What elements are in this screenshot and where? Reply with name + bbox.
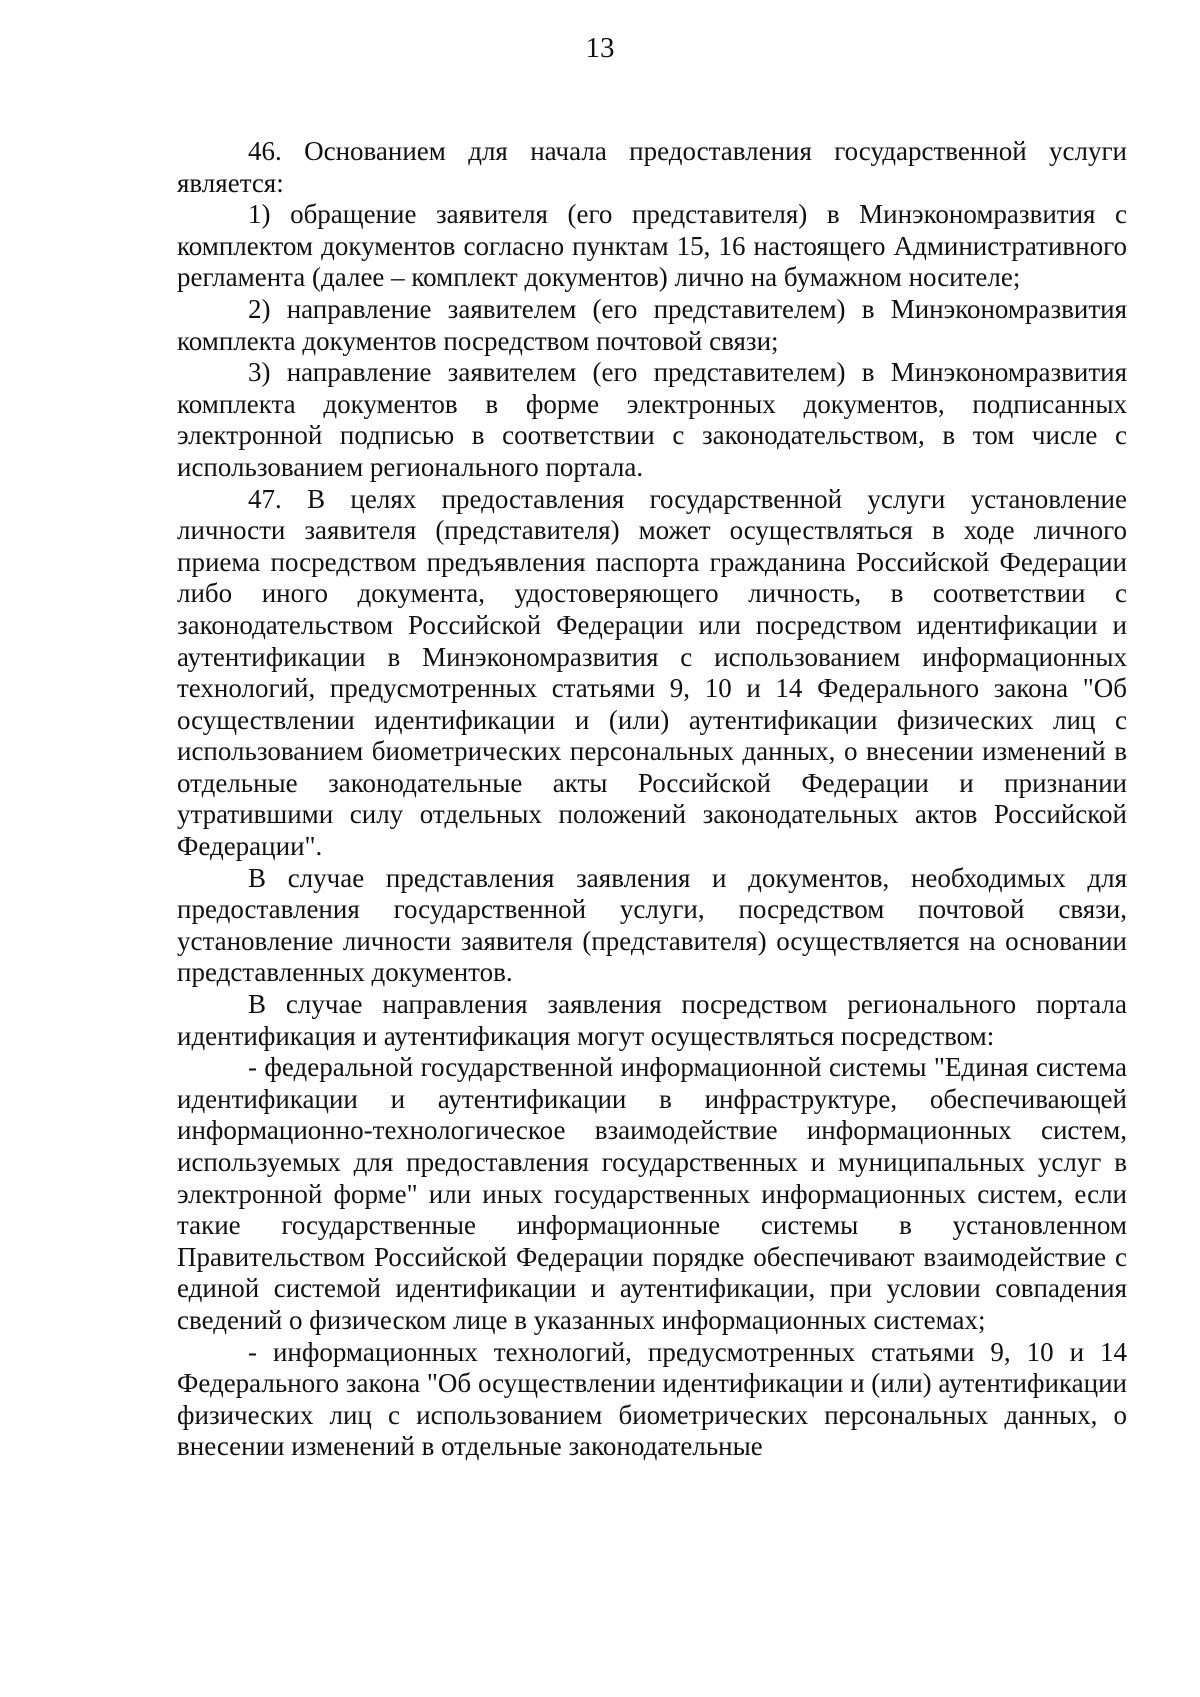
list-item-esia: - федеральной государственной информационной системы "Единая система идентификации и аутентификации в инфраструктуре, обеспечивающей информационно-технологическое взаимодействие информационных систем, используемых для предоставления государственных и муниципальных услуг в электронной форме" или иных государственных информационных систем, если такие государственные информационные системы в установленном Правительством Российской Федерации порядке обеспечивают взаимодействие с единой системой идентификации и аутентификации, при условии совпадения сведений о физическом лице в указанных информационных системах; (177, 1052, 1127, 1335)
page-number: 13 (585, 32, 615, 64)
paragraph-46-item-3: 3) направление заявителем (его представителем) в Минэкономразвития комплекта документов в форме электронных документов, подписанных электронной подписью в соответствии с законодательством, в том числе с использованием регионального портала. (177, 357, 1127, 482)
paragraph-47: 47. В целях предоставления государственной услуги установление личности заявителя (представителя) может осуществляться в ходе личного приема посредством предъявления паспорта гражданина Российской Федерации либо иного документа, удостоверяющего личность, в соответствии с законодательством Российской Федерации или посредством идентификации и аутентификации в Минэкономразвития с использованием информационных технологий, предусмотренных статьями 9, 10 и 14 Федерального закона "Об осуществлении идентификации и (или) аутентификации физических лиц с использованием биометрических персональных данных, о внесении изменений в отдельные законодательные акты Российской Федерации и признании утратившими силу отдельных положений законодательных актов Российской Федерации". (177, 483, 1127, 862)
document-body (177, 136, 1127, 1463)
paragraph-portal-identification: В случае направления заявления посредством регионального портала идентификация и аутентификация могут осуществляться посредством: (177, 989, 1127, 1051)
paragraph-46-item-1: 1) обращение заявителя (его представителя) в Минэкономразвития с комплектом документов согласно пунктам 15, 16 настоящего Административного регламента (далее – комплект документов) лично на бумажном носителе; (177, 199, 1127, 293)
paragraph-46: 46. Основанием для начала предоставления государственной услуги является: (177, 136, 1127, 198)
paragraph-46-item-2: 2) направление заявителем (его представителем) в Минэкономразвития комплекта документов посредством почтовой связи; (177, 293, 1127, 356)
list-item-biometric-technologies: - информационных технологий, предусмотренных статьями 9, 10 и 14 Федерального закона "Об осуществлении идентификации и (или) аутентификации физических лиц с использованием биометрических персональных данных, о внесении изменений в отдельные законодательные (177, 1336, 1127, 1462)
paragraph-postal-identification: В случае представления заявления и документов, необходимых для предоставления государственной услуги, посредством почтовой связи, установление личности заявителя (представителя) осуществляется на основании представленных документов. (177, 862, 1127, 988)
